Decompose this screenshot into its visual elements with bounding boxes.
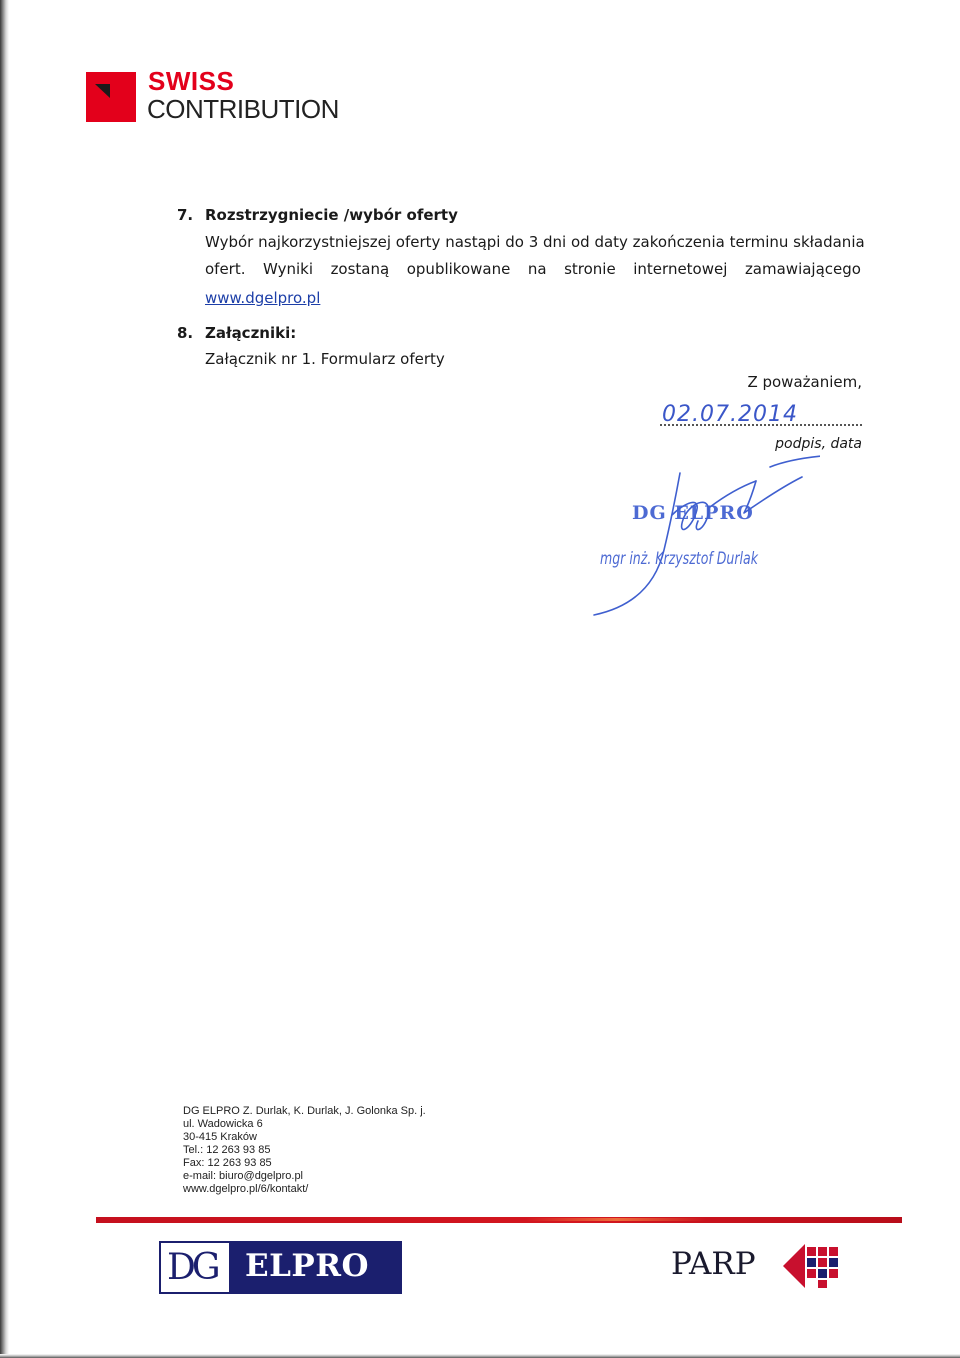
section-7-word: zamawiającego (744, 260, 861, 278)
section-7-number: 7. (177, 206, 194, 224)
footer-fax: Fax: 12 263 93 85 (183, 1157, 272, 1169)
scan-edge-left (0, 0, 9, 1358)
footer-street: ul. Wadowicka 6 (183, 1118, 263, 1130)
footer-company: DG ELPRO Z. Durlak, K. Durlak, J. Golonka Sp. j. (183, 1105, 426, 1117)
footer-website: www.dgelpro.pl/6/kontakt/ (183, 1183, 309, 1195)
parp-mark-icon (781, 1241, 843, 1291)
section-8-title: Załączniki: (205, 324, 297, 342)
section-7-word: stronie (564, 260, 616, 278)
signature-caption: podpis, data (775, 436, 862, 452)
section-8-number: 8. (177, 324, 194, 342)
parp-name: PARP (671, 1246, 756, 1282)
section-7-heading (177, 206, 458, 224)
section-7-word: na (527, 260, 547, 278)
section-7-title: Rozstrzygniecie /wybór oferty (205, 206, 458, 224)
footer-email: e-mail: biuro@dgelpro.pl (183, 1170, 304, 1182)
section-8-heading (177, 324, 296, 342)
scan-edge-bottom (0, 1354, 960, 1358)
section-7-line1: Wybór najkorzystniejszej oferty nastąpi do 3 dni od daty zakończenia terminu składania (205, 233, 865, 251)
website-link[interactable]: www.dgelpro.pl (205, 289, 321, 307)
section-8-line1: Załącznik nr 1. Formularz oferty (205, 350, 445, 368)
section-7-word: opublikowane (406, 260, 511, 278)
footer-tel: Tel.: 12 263 93 85 (183, 1144, 271, 1156)
handwritten-signature (580, 455, 820, 625)
elpro-name: ELPRO (245, 1248, 370, 1284)
elpro-prefix: DG (167, 1247, 217, 1288)
swiss-logo-line1: SWISS (148, 66, 235, 96)
handwritten-date: 02.07.2014 (662, 402, 798, 427)
elpro-prefix-box (159, 1241, 231, 1294)
stamp-name: mgr inż. Krzysztof Durlak (600, 549, 758, 569)
section-7-line2 (205, 260, 861, 278)
section-7-word: zostaną (330, 260, 390, 278)
closing-regards: Z poważaniem, (747, 373, 862, 391)
elpro-name-box (231, 1241, 402, 1294)
swiss-logo-square-icon (86, 72, 136, 122)
footer-red-rule (96, 1217, 902, 1223)
dg-elpro-logo (159, 1241, 402, 1294)
stamp-company: DG ELPRO (632, 502, 754, 524)
parp-logo (671, 1240, 846, 1292)
swiss-logo-line2: CONTRIBUTION (147, 94, 339, 124)
section-7-word: ofert. (205, 260, 246, 278)
footer-contact (183, 1105, 426, 1196)
footer-city: 30-415 Kraków (183, 1131, 257, 1143)
section-7-word: Wyniki (263, 260, 314, 278)
section-7-word: internetowej (633, 260, 728, 278)
